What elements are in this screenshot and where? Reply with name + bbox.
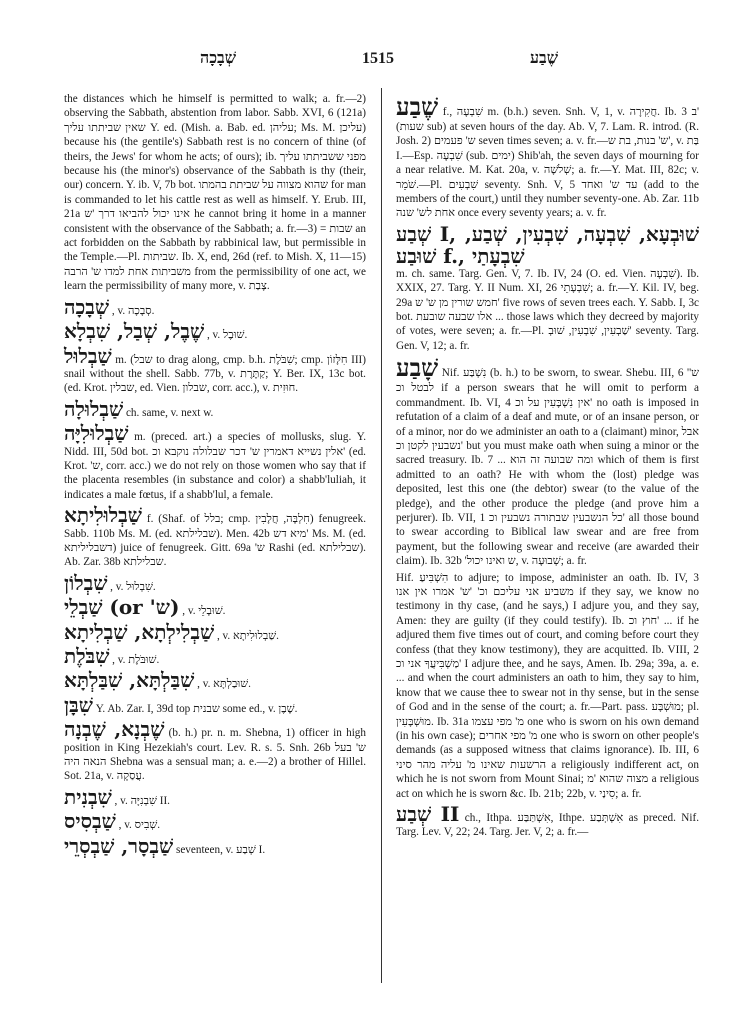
entry-lemma: שִׁבֹּלֶת	[64, 644, 110, 668]
entry-lemma: שַׁבְלוּלָה	[64, 396, 124, 421]
entry-lemma: שַׁבְלֵי (or 'ש)	[64, 595, 180, 620]
dictionary-entry	[64, 296, 366, 318]
dictionary-entry	[64, 572, 366, 594]
entry-lemma: שָׁבַע	[396, 353, 439, 383]
entry-lemma: שִׁבְנִית	[64, 784, 112, 809]
right-column	[396, 92, 699, 842]
entry-text: , v. שׁוּבָלֵי.	[182, 605, 226, 618]
dictionary-entry	[64, 422, 366, 502]
entry-lemma: שַׁבְסָר, שַׁבְסְרֵי	[64, 833, 174, 858]
entry-lemma: שַׁבְלוּל	[64, 343, 112, 368]
entry-text: Y. Ab. Zar. I, 39d top שבנית some ed., v. שֶׁבֶן.	[95, 702, 298, 715]
dictionary-entry	[64, 398, 366, 420]
left-column	[64, 92, 366, 859]
entry-lemma: שְׁבָכָה	[64, 294, 110, 319]
entry-lemma: שַׁבְסִיס	[64, 809, 116, 834]
entry-lemma: שַׁבְלִילְתָא, שַׁבְלִיתָא	[64, 619, 215, 644]
entry-text: , v. שְׁבִיס.	[118, 819, 161, 832]
entry-lemma: שִׁבְלוֹן	[64, 570, 108, 595]
entry-lemma: שְׁבַע I, שׁוּבְעָא, שִׁבְעָה, שִׁבְעִין, שְׁבַע, שׁוּבַע f., שִׁבְעָתַי	[396, 221, 700, 268]
dictionary-entry	[396, 355, 699, 568]
dictionary-entry	[64, 786, 366, 808]
dictionary-entry	[64, 645, 366, 667]
entry-text: (b. h.) pr. n. m. Shebna, 1) officer in high position in King Hezekiah's court. Lev. R. s. 5. Snh. 26b ש' בעל הנאה היה Shebna was a sensual man; a. e.—2) a brother of Hillel. Sot. 21a, v. עֲסַקָה.	[64, 727, 366, 783]
entry-text: f., שִׁבְעָה m. (b.h.) seven. Snh. V, 1, v. חֲקִירָה. Ib. 3 ב' (שעות sub) at seven hours of the day. Ab. V, 7. Lam. R. introd. (R. Josh. 2) ש' פעמים seven times seven; a. v. fr.—ש' בנות, בת ש', v. בַּת I.—Esp. שִׁבְעָה (sub. ימים) Shib'ah, the seven days of mourning for a near relative. M. Kat. 20a, v. שְׁלשָׁה; a. fr.—Y. Mat. III, 82c; v. שֹׁמֵר.—Pl. שִׁבְעִים seventy. Snh. V, 5 עד ש' ואחד (add to the members of the court,) until they number seventy-one. Ab. Zar. 11b אחת לש' שנה once every seventy years; a. v. fr.	[396, 106, 699, 220]
entry-text: m. (שבל to drag along, cmp. b.h. שִׁבֹּלֶת; cmp. חִלָּזוֹן III) snail without the shell. Sabb. 77b, v. קַתֶּרֶת; Y. Ber. IX, 13c bot. (ed. Krot. שבלין, ed. Vien. שבלון, corr. acc.), v. חוּזִית.	[64, 353, 366, 395]
hif-subentry-text: Hif. הִשְׁבִּיעַ to adjure; to impose, administer an oath. Ib. IV, 3 משביע אני עליכם וכ' 'ש' אמרו אין אנו if they say, we know no testimony in thy case, (and he says,) I adjure you, and they say, Amen: they are guilty (if they could testify). Ib. חוץ וכ' ... if he adjured them five times out of court, and coming before court they confess (that they know testimony), they are acquitted. Ib. VIII, 2 מַשְׁבִּיעֲךָ אני וכ' I adjure thee, and he says, Amen. Ib. 29a; 39a, a. e. ... and when the court administers an oath to him, they say to him, know that we cause thee to swear not in thy sense, but in the sense of God and in the sense of the court; a. fr.—Part. pass. מוּשְׁבָּע; pl. מוּשְׁבָּעִין. Ib. 31a מ' מפי עצמו one who is sworn on his own demand (in his own case); מ' מפי אחרים one who is sworn on other people's demands (as a supposed witness that claims ignorance). Ib. III, 6 הרשעות שאינו מ' עליה מהר סיני a religiously indifferent act, on which he is not sworn from Mount Sinai; מצוה שהוא 'מ a religious act on which he is sworn &c. Ib. 21b; 22b, v. סִינַי; a. fr.	[396, 571, 700, 800]
entry-lemma: שִׁבַּלְתָּא, שִׁבַּלְתָּא	[64, 668, 195, 693]
entry-text: m. (preced. art.) a species of mollusks, slug. Y. Nidd. III, 50d bot. אלין נשייא דאמרין ש' דכר שבלולה נוקבא וכ' (ed. Krot. 'ש, corr. acc.) we do not rely on those women who say that if the placenta resembles (in substance and color) a shabb'luliah, it indicates a male fœtus, if a shabb'lul, a female.	[64, 431, 367, 501]
entry-text: ch., Ithpa. אִשְׁתַּבַּע, Ithpe. אִשְׁתְּבַע as preced. Nif. Targ. Lev. V, 22; 24. Targ. Jer. V, 2; a. fr.—	[396, 812, 700, 839]
dictionary-entry	[64, 345, 366, 396]
entry-text: , v. שִׁבְלוּל.	[110, 580, 156, 593]
right-running-headword: שֶׁבַע	[530, 50, 559, 67]
left-running-headword: שְׁבָכָה	[200, 50, 237, 67]
entry-text: , v. סְבָכָה.	[111, 304, 155, 317]
dictionary-entry	[64, 669, 366, 691]
entry-lemma: שַׁבְלוּלִיָּה	[64, 421, 129, 446]
dictionary-entry	[64, 694, 366, 716]
column-divider	[381, 88, 382, 983]
entry-text: seventeen, v. שְׁבַע I.	[175, 843, 266, 856]
page-number: 1515	[362, 50, 394, 67]
entry-lemma: שֶׁבֶל, שְׁבַל, שִׁבְלָא	[64, 319, 205, 344]
entry-text: , v. שׁוּבֶל.	[206, 329, 248, 342]
dictionary-entry	[64, 320, 366, 342]
entry-lemma: שַׁבְלוּלִיתָא	[64, 503, 142, 528]
dictionary-entry	[64, 621, 366, 643]
entry-text: , v. שִׁבְנִיָּה II.	[114, 794, 170, 807]
dictionary-entry	[396, 94, 699, 221]
dictionary-entry	[64, 504, 366, 570]
entry-text: , v. שׁוּבֹּלֶת.	[112, 654, 160, 666]
entry-text: , v. שַׁבְלוּלִיתָא.	[216, 629, 279, 642]
entry-lemma: שִׁבָּן	[64, 692, 93, 717]
entry-lemma: שֶׁבַע	[396, 92, 439, 121]
page-header	[0, 50, 750, 74]
entry-text: f. (Shaf. of בלל; cmp. חִלְבָּה, חֲלָבִין) fenugreek. Sabb. 110b Ms. M. (ed. שבלילתא). Men. 42b מיא דש' Ms. M. (ed. דשבליליתא) juice of fenugreek. Gitt. 69a 'ש Rashi (ed. שבלילתא). Ab. Zar. 38b שבלילתא.	[64, 513, 367, 569]
dictionary-entry	[64, 835, 366, 857]
entry-text: , v. שׁוּבַלְתָּא.	[197, 678, 251, 691]
dictionary-entry	[396, 803, 699, 840]
continued-entry-text: the distances which he himself is permitted to walk; a. fr.—2) observing the Sabbath, abstention from labor. Sabb. XVI, 6 (121a) שאין שביתתו עליך Y. ed. (Mish. a. Bab. ed. עליהן; Ms. M. עליכן) because his (the gentile's) Sabbath rest is no concern of thine (of theirs, the Jews' for whom he acts; of ours); ib. מפני ששביתתו עליך because his (the minor's) observance of the Sabbath is thy (their, our) concern. Y. ib. V, 7b bot. שהוא מצווה על שביתת בהמתו for man is commanded to let his cattle rest as well as himself. Y. Erub. III, 21a אינו יכול להביאו דרך 'ש he cannot bring it home in a manner consistent with the observance of the Sabbath; a. fr.—3) = שבות an act forbidden on the Sabbath by rabbinical law, but permissible in the Temple.—Pl. שביתות. Ib. X, end, 26d (ref. to Mish. X, 11—15) משביתות אחת למדו ש' הרבה from the permissibility of one act, we learn the permissibility of many more, v. צָבַת.	[64, 93, 367, 293]
entry-text: ch. same, v. next w.	[125, 406, 214, 419]
entry-lemma: שֶׁבְנָא, שֶׁבְנָה	[64, 717, 165, 742]
dictionary-entry	[64, 810, 366, 832]
dictionary-entry	[396, 223, 699, 353]
dictionary-entry	[64, 596, 366, 618]
dictionary-entry	[64, 718, 366, 784]
entry-text: m. ch. same. Targ. Gen. V, 7. Ib. IV, 24 (O. ed. Vien. שִׁבְעָה). Ib. XXIX, 27. Targ. Y. II Num. XI, 26 שִׁבְעָתֵי; a. fr.—Y. Kil. IV, beg. 29a חמש שורין מן ש' ש' five rows of seven trees each. Y. Sabb. I, 3c bot. אלו שבעה שובעת ... those laws which they decreed by majority of votes, were seven; a. fr.—Pl. שַׁבְעִין, שִׁבְעִין, שׁוּבְ' seventy. Targ. Gen. V, 12; a. fr.	[396, 267, 700, 352]
entry-text: Nif. נִשְׁבַּע (b. h.) to be sworn, to swear. Shebu. III, 6 'ש' לבטל וכ if a person swears that he will omit to perform a commandment. Ib. VI, 4 אין נִשְׁבָּעִין על וכ' no oath is imposed in refutation of a claim of a deaf and mute, or of an insane person, or of a minor, nor do we administer an oath to a (claimant) minor, אבל נשבעין לקטן וכ' but you must make oath when suing a minor or the sacred treasury. Ib. 7 ... ומה שבועה זה הוא which of them is first admitted to an oath? He with whom the (lost) pledge was deposited, lest this one (the debtor) swear (to the value of the pledge), and the other produce the pledge (and prove him a perjurer). Ib. VII, 1 כל הנשבעין שבתורה נשבעין וכ' all those bound to swear according to Biblical law swear and are free from payment, but the following swear and receive (are awarded their claim). Ib. 32b 'ש ואינו יכול, v. שְׁבוּעָה; a. fr.	[396, 367, 700, 568]
entry-lemma: שְׁבַע II	[396, 802, 460, 827]
